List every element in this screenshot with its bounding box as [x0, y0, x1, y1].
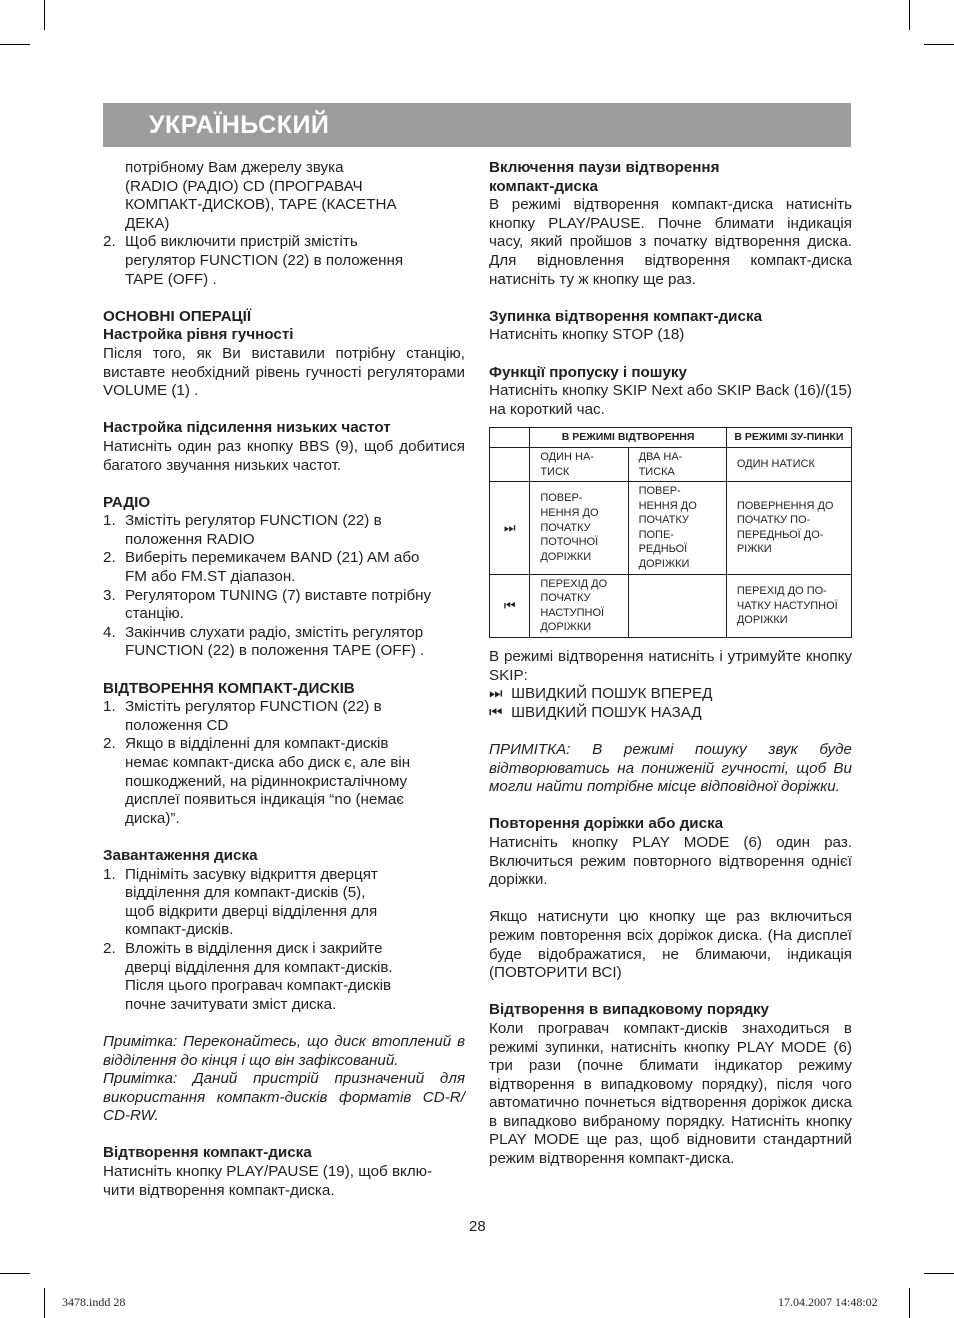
crop-mark	[924, 44, 954, 45]
paragraph: Коли програвач компакт-дисків знаходиться в режимі зупинки, натисніть кнопку PLAY MODE (6) три рази (почне блимати індикатор режиму відтворення в випадковому порядку), після чого автоматично почнеться відтворення доріжок диска в випадково вибраному порядку. Натисніть кнопку PLAY MODE ще раз, щоб відновити стандартний режим відтворення компакт-диска.	[489, 1019, 852, 1168]
paragraph-line: чити відтворення компакт-диска.	[103, 1181, 335, 1199]
intro-line: (RADIO (РАДІО) CD (ПРОГРАВАЧ	[125, 177, 363, 195]
section-heading: ВІДТВОРЕННЯ КОМПАКТ-ДИСКІВ	[103, 679, 355, 697]
paragraph-line: Натисніть кнопку PLAY/PAUSE (19), щоб вклю-	[103, 1163, 433, 1181]
crop-mark	[0, 44, 30, 45]
table-row	[490, 574, 852, 637]
table-cell: ОДИН НАТИСК	[726, 447, 851, 481]
table-cell: ПОВЕР-НЕННЯ ДО ПОЧАТКУ ПОПЕ-РЕДНЬОЇ ДОРІЖКИ	[628, 482, 726, 575]
note: ПРИМІТКА: В режимі пошуку звук буде відтворюватись на пониженій гучності, щоб Ви могли найти потрібне місце відповідної доріжки.	[489, 741, 852, 796]
table-row	[490, 428, 852, 448]
table-cell: ДВА НА-ТИСКА	[628, 447, 726, 481]
crop-mark	[44, 1288, 45, 1318]
subsection-heading: Відтворення компакт-диска	[103, 1144, 312, 1162]
paragraph: Якщо натиснути цю кнопку ще раз включиться режим повторення всіх доріжок диска. (На дисплеї буде відображатися, не блимаючи, індикація (ПОВТОРИТИ ВСІ)	[489, 908, 852, 982]
table-cell: ОДИН НА-ТИСК	[530, 447, 628, 481]
footer-datetime: 17.04.2007 14:48:02	[778, 1295, 878, 1309]
list-item: 2. Щоб виключити пристрій змістіть регулятор FUNCTION (22) в положення TAPE (OFF) .	[103, 233, 404, 288]
list-item: 3. Регулятором TUNING (7) виставте потрібну станцію.	[103, 586, 432, 623]
table-cell	[628, 574, 726, 637]
intro-line: КОМПАКТ-ДИСКОВ), TAPE (КАСЕТНА	[125, 196, 397, 214]
paragraph: В режимі відтворення компакт-диска натисніть кнопку PLAY/PAUSE. Почне блимати індикація часу, який пройшов з початку відтворення диска. Для відновлення відтворення компакт-диска натисніть ту ж кнопку ще раз.	[489, 196, 852, 288]
paragraph: Натисніть один раз кнопку BBS (9), щоб добитися багатого звучання низьких частот.	[103, 437, 465, 474]
subsection-heading: Повторення доріжки або диска	[489, 815, 724, 833]
right-column	[489, 159, 852, 1169]
list-item: 1. Змістіть регулятор FUNCTION (22) в положення RADIO	[103, 512, 382, 548]
crop-mark	[44, 0, 45, 30]
list-item: 2. Вложіть в відділення диск і закрийте дверці відділення для компакт-дисків. Після цього програвач компакт-дисків почне зачитувати зміст диска.	[103, 939, 393, 1013]
table-cell: ПЕРЕХІД ДО ПОЧАТКУ НАСТУПНОЇ ДОРІЖКИ	[530, 574, 628, 637]
subsection-heading: Відтворення в випадковому порядку	[489, 1001, 769, 1019]
table-cell: ПЕРЕХІД ДО ПО-ЧАТКУ НАСТУПНОЇ ДОРІЖКИ	[726, 574, 851, 637]
subsection-heading: Функції пропуску і пошуку	[489, 363, 687, 381]
intro-line: ДЕКА)	[125, 214, 170, 232]
paragraph: В режимі відтворення натисніть і утримуйте кнопку SKIP:	[489, 648, 852, 684]
paragraph: Натисніть кнопку PLAY MODE (6) один раз. Включиться режим повторного відтворення однієї доріжки.	[489, 833, 852, 889]
paragraph: Натисніть кнопку STOP (18)	[489, 326, 685, 344]
list-item: 1. Змістіть регулятор FUNCTION (22) в положення CD	[103, 698, 382, 734]
list-item: 4. Закінчив слухати радіо, змістіть регулятор FUNCTION (22) в положення TAPE (OFF) .	[103, 623, 425, 660]
skip-back-icon: ⏮	[490, 574, 530, 637]
note: Примітка: Переконайтесь, що диск втоплений в відділення до кінця і що він зафіксований.	[103, 1032, 465, 1069]
list-item: 2. Якщо в відділенні для компакт-дисків немає компакт-диска або диск є, але він пошкоджений, на рідиннокристалічному дисплеї появиться індикація “no (немає диска)”.	[103, 735, 411, 827]
table-row	[490, 447, 852, 481]
subsection-heading: компакт-диска	[489, 177, 598, 195]
rewind-icon: ⏮	[489, 703, 503, 721]
skip-next-icon: ⏭	[490, 482, 530, 575]
crop-mark	[909, 0, 910, 30]
section-heading: ОСНОВНІ ОПЕРАЦІЇ	[103, 307, 252, 325]
page-title: УКРАЇНЬСКИЙ	[149, 111, 330, 139]
subsection-heading: Завантаження диска	[103, 846, 258, 864]
crop-mark	[924, 1273, 954, 1274]
crop-mark	[0, 1273, 30, 1274]
subsection-heading: Зупинка відтворення компакт-диска	[489, 307, 763, 325]
subsection-heading: Настройка підсилення низьких частот	[103, 419, 391, 437]
search-backward: ⏮ ШВИДКИЙ ПОШУК НАЗАД	[489, 703, 702, 721]
intro-line: потрібному Вам джерелу звука	[125, 159, 344, 176]
language-banner	[103, 103, 851, 147]
subsection-heading: Включення паузи відтворення	[489, 159, 720, 176]
list-item: 1. Підніміть засувку відкриття дверцят відділення для компакт-дисків (5), щоб відкрити дверці відділення для компакт-дисків.	[103, 865, 378, 939]
table-cell: ПОВЕР-НЕННЯ ДО ПОЧАТКУ ПОТОЧНОЇ ДОРІЖКИ	[530, 482, 628, 575]
table-row	[490, 482, 852, 575]
paragraph: Після того, як Ви виставили потрібну станцію, виставте необхідний рівень гучності регуляторами VOLUME (1) .	[103, 344, 465, 400]
note: Примітка: Даний пристрій призначений для використання компакт-дисків форматів CD-R/ CD-RW.	[103, 1070, 465, 1125]
paragraph: Натисніть кнопку SKIP Next або SKIP Back (16)/(15) на короткий час.	[489, 382, 852, 418]
footer-file: 3478.indd 28	[62, 1295, 126, 1309]
left-column	[103, 159, 465, 1200]
table-header: В РЕЖИМІ ВІДТВОРЕННЯ	[530, 428, 727, 448]
skip-table	[489, 427, 852, 638]
table-header: В РЕЖИМІ ЗУ-ПИНКИ	[726, 428, 851, 448]
list-item: 2. Виберіть перемикачем BAND (21) AM або FM або FM.ST діапазон.	[103, 549, 420, 586]
crop-mark	[909, 1288, 910, 1318]
subsection-heading: Настройка рівня гучності	[103, 326, 294, 344]
search-forward: ⏭ ШВИДКИЙ ПОШУК ВПЕРЕД	[489, 685, 713, 703]
section-heading: РАДІО	[103, 493, 151, 511]
page-number: 28	[469, 1218, 486, 1235]
table-cell: ПОВЕРНЕННЯ ДО ПОЧАТКУ ПО-ПЕРЕДНЬОЇ ДО-РІЖКИ	[726, 482, 851, 575]
fast-forward-icon: ⏭	[489, 685, 503, 703]
